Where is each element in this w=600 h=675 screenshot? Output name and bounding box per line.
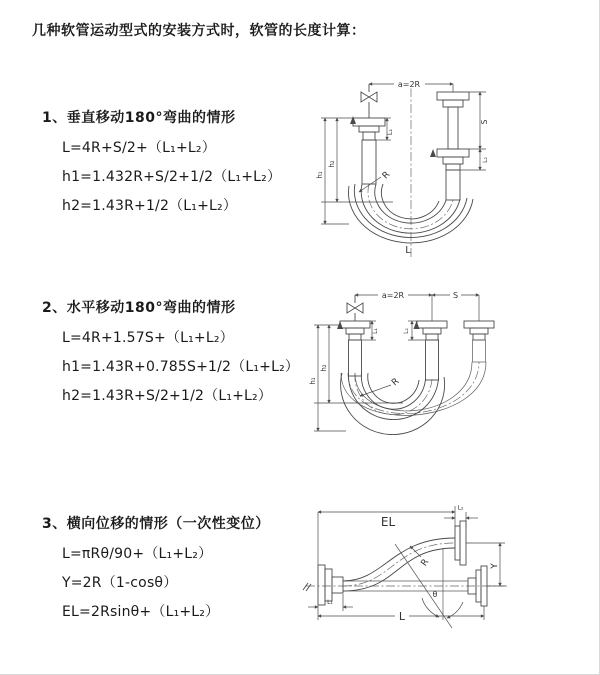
up-arrow-icon <box>350 116 356 124</box>
dimension-s <box>469 92 489 149</box>
section-1-formula-l: L=4R+S/2+（L₁+L₂） <box>62 140 216 156</box>
section-3-formula-y: Y=2R（1-cosθ） <box>62 575 178 591</box>
section-2-formula-h2: h2=1.43R+S/2+1/2（L₁+L₂） <box>62 388 273 404</box>
dim-label-h2: h₂ <box>320 364 328 372</box>
dim-label-h2: h₂ <box>328 160 336 168</box>
dimension-h2 <box>321 118 393 202</box>
dimension-y <box>466 543 505 586</box>
section-1-formula-h1: h1=1.432R+S/2+1/2（L₁+L₂） <box>62 169 282 185</box>
up-arrow-icon <box>430 149 436 157</box>
centerline-mark-icon <box>303 583 311 591</box>
flange <box>353 118 385 126</box>
valve-icon <box>361 92 377 102</box>
diagram-lateral-displacement <box>300 498 520 654</box>
flange <box>340 321 370 328</box>
dim-label-a2r: a=2R <box>381 291 405 300</box>
label-r: R <box>380 169 393 182</box>
diagram-horizontal-movement <box>308 283 518 455</box>
right-pipe-end <box>430 92 469 200</box>
dimension-l1 <box>362 321 379 340</box>
section-2-formula-h1: h1=1.43R+0.785S+1/2（L₁+L₂） <box>62 359 300 375</box>
section-1-formula-h2: h2=1.43R+1/2（L₁+L₂） <box>62 198 238 214</box>
radius-callout <box>410 546 431 568</box>
section-2-heading: 2、水平移动180°弯曲的情形 <box>42 300 236 316</box>
dimension-l2 <box>444 505 478 529</box>
dim-label-l2: L₂ <box>457 504 464 512</box>
dim-label-s: S <box>480 119 489 125</box>
dim-label-l: L <box>398 610 406 623</box>
section-3-heading: 3、横向位移的情形（一次性变位） <box>42 516 270 532</box>
dimension-a2r <box>355 291 432 301</box>
label-theta: θ <box>432 590 438 599</box>
label-r: R <box>419 557 432 569</box>
dimension-l1 <box>308 594 353 611</box>
dimension-l2 <box>460 149 489 170</box>
dimension-l2 <box>403 321 425 340</box>
left-pipe-end <box>337 295 370 376</box>
dim-label-s: S <box>452 291 459 300</box>
dim-label-l1: L₁ <box>327 599 333 606</box>
valve-icon <box>347 303 363 313</box>
dim-label-l1: L₁ <box>372 328 379 334</box>
dim-label-h1: h₁ <box>316 171 324 179</box>
section-3-formula-el: EL=2Rsinθ+（L₁+L₂） <box>62 604 220 620</box>
dim-label-l1: L₁ <box>386 128 394 136</box>
dimension-h2 <box>314 325 403 403</box>
flange <box>437 149 469 157</box>
dim-label-l2: L₂ <box>482 157 489 163</box>
dim-label-l2: L₂ <box>403 328 410 334</box>
dimension-s <box>432 291 479 301</box>
dimension-h1 <box>316 118 353 224</box>
flange <box>437 92 469 100</box>
section-1-heading: 1、垂直移动180°弯曲的情形 <box>42 110 236 126</box>
label-r: R <box>390 376 402 389</box>
flange <box>417 321 447 328</box>
dim-label-y: Y <box>490 563 500 569</box>
flange <box>318 565 325 605</box>
braided-hose <box>362 140 376 184</box>
section-3-formula-l: L=πRθ/90+（L₁+L₂） <box>62 546 213 562</box>
braided-hose <box>426 340 439 380</box>
middle-pipe-end <box>414 295 448 380</box>
left-pipe-end <box>350 84 385 184</box>
flange <box>455 526 460 560</box>
flange <box>464 321 494 328</box>
s-curve-hose <box>343 521 466 591</box>
braided-hose <box>349 340 362 376</box>
dim-label-h1: h₁ <box>309 377 317 385</box>
section-2-formula-l: L=4R+1.57S+（L₁+L₂） <box>62 330 234 346</box>
braided-hose <box>446 170 460 200</box>
right-pipe-end <box>464 295 494 362</box>
dimension-h1 <box>309 325 346 431</box>
hose-outline <box>473 340 486 362</box>
dim-label-a2r: a=2R <box>397 80 421 89</box>
diagram-vertical-movement <box>313 72 498 272</box>
label-l: L <box>405 245 411 256</box>
flange <box>460 521 466 565</box>
up-arrow-icon <box>414 321 420 329</box>
dim-label-el: EL <box>380 515 396 529</box>
page-title: 几种软管运动型式的安装方式时，软管的长度计算： <box>32 23 366 39</box>
dimension-el <box>318 506 455 565</box>
